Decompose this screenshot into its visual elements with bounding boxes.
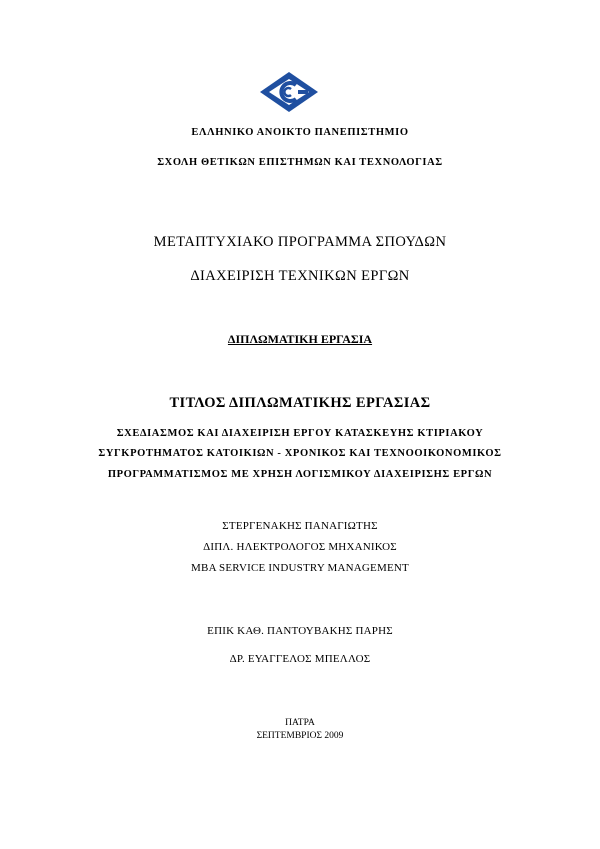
- author-name: ΣΤΕΡΓΕΝΑΚΗΣ ΠΑΝΑΓΙΩΤΗΣ: [222, 520, 378, 532]
- supervisor-2: ΔΡ. ΕΥΑΓΓΕΛΟΣ ΜΠΕΛΛΟΣ: [229, 653, 371, 665]
- university-logo: [258, 70, 320, 114]
- date: ΣΕΠΤΕΜΒΡΙΟΣ 2009: [256, 731, 344, 741]
- thesis-title-line-2: ΣΥΓΚΡΟΤΗΜΑΤΟΣ ΚΑΤΟΙΚΙΩΝ - ΧΡΟΝΙΚΟΣ ΚΑΙ ΤΕΧΝΟΟΙΚΟΝΟΜΙΚΟΣ: [98, 448, 502, 459]
- supervisor-1: ΕΠΙΚ ΚΑΘ. ΠΑΝΤΟΥΒΑΚΗΣ ΠΑΡΗΣ: [207, 625, 393, 637]
- author-degree: ΔΙΠΛ. ΗΛΕΚΤΡΟΛΟΓΟΣ ΜΗΧΑΝΙΚΟΣ: [203, 541, 397, 553]
- city: ΠΑΤΡΑ: [285, 718, 315, 728]
- document-type: ΔΙΠΛΩΜΑΤΙΚΗ ΕΡΓΑΣΙΑ: [227, 332, 373, 346]
- program-line-1: ΜΕΤΑΠΤΥΧΙΑΚΟ ΠΡΟΓΡΑΜΜΑ ΣΠΟΥΔΩΝ: [153, 234, 447, 250]
- title-heading: ΤΙΤΛΟΣ ΔΙΠΛΩΜΑΤΙΚΗΣ ΕΡΓΑΣΙΑΣ: [169, 395, 431, 411]
- thesis-title-line-3: ΠΡΟΓΡΑΜΜΑΤΙΣΜΟΣ ΜΕ ΧΡΗΣΗ ΛΟΓΙΣΜΙΚΟΥ ΔΙΑΧΕΙΡΙΣΗΣ ΕΡΓΩΝ: [107, 469, 493, 480]
- school-name: ΣΧΟΛΗ ΘΕΤΙΚΩΝ ΕΠΙΣΤΗΜΩΝ ΚΑΙ ΤΕΧΝΟΛΟΓΙΑΣ: [157, 157, 443, 168]
- thesis-title-line-1: ΣΧΕΔΙΑΣΜΟΣ ΚΑΙ ΔΙΑΧΕΙΡΙΣΗ ΕΡΓΟΥ ΚΑΤΑΣΚΕΥΗΣ ΚΤΙΡΙΑΚΟΥ: [116, 428, 484, 439]
- program-line-2: ΔΙΑΧΕΙΡΙΣΗ ΤΕΧΝΙΚΩΝ ΕΡΓΩΝ: [190, 268, 410, 284]
- author-mba: MBA SERVICE INDUSTRY MANAGEMENT: [191, 562, 409, 574]
- university-name: ΕΛΛΗΝΙΚΟ ΑΝΟΙΚΤΟ ΠΑΝΕΠΙΣΤΗΜΙΟ: [191, 127, 409, 138]
